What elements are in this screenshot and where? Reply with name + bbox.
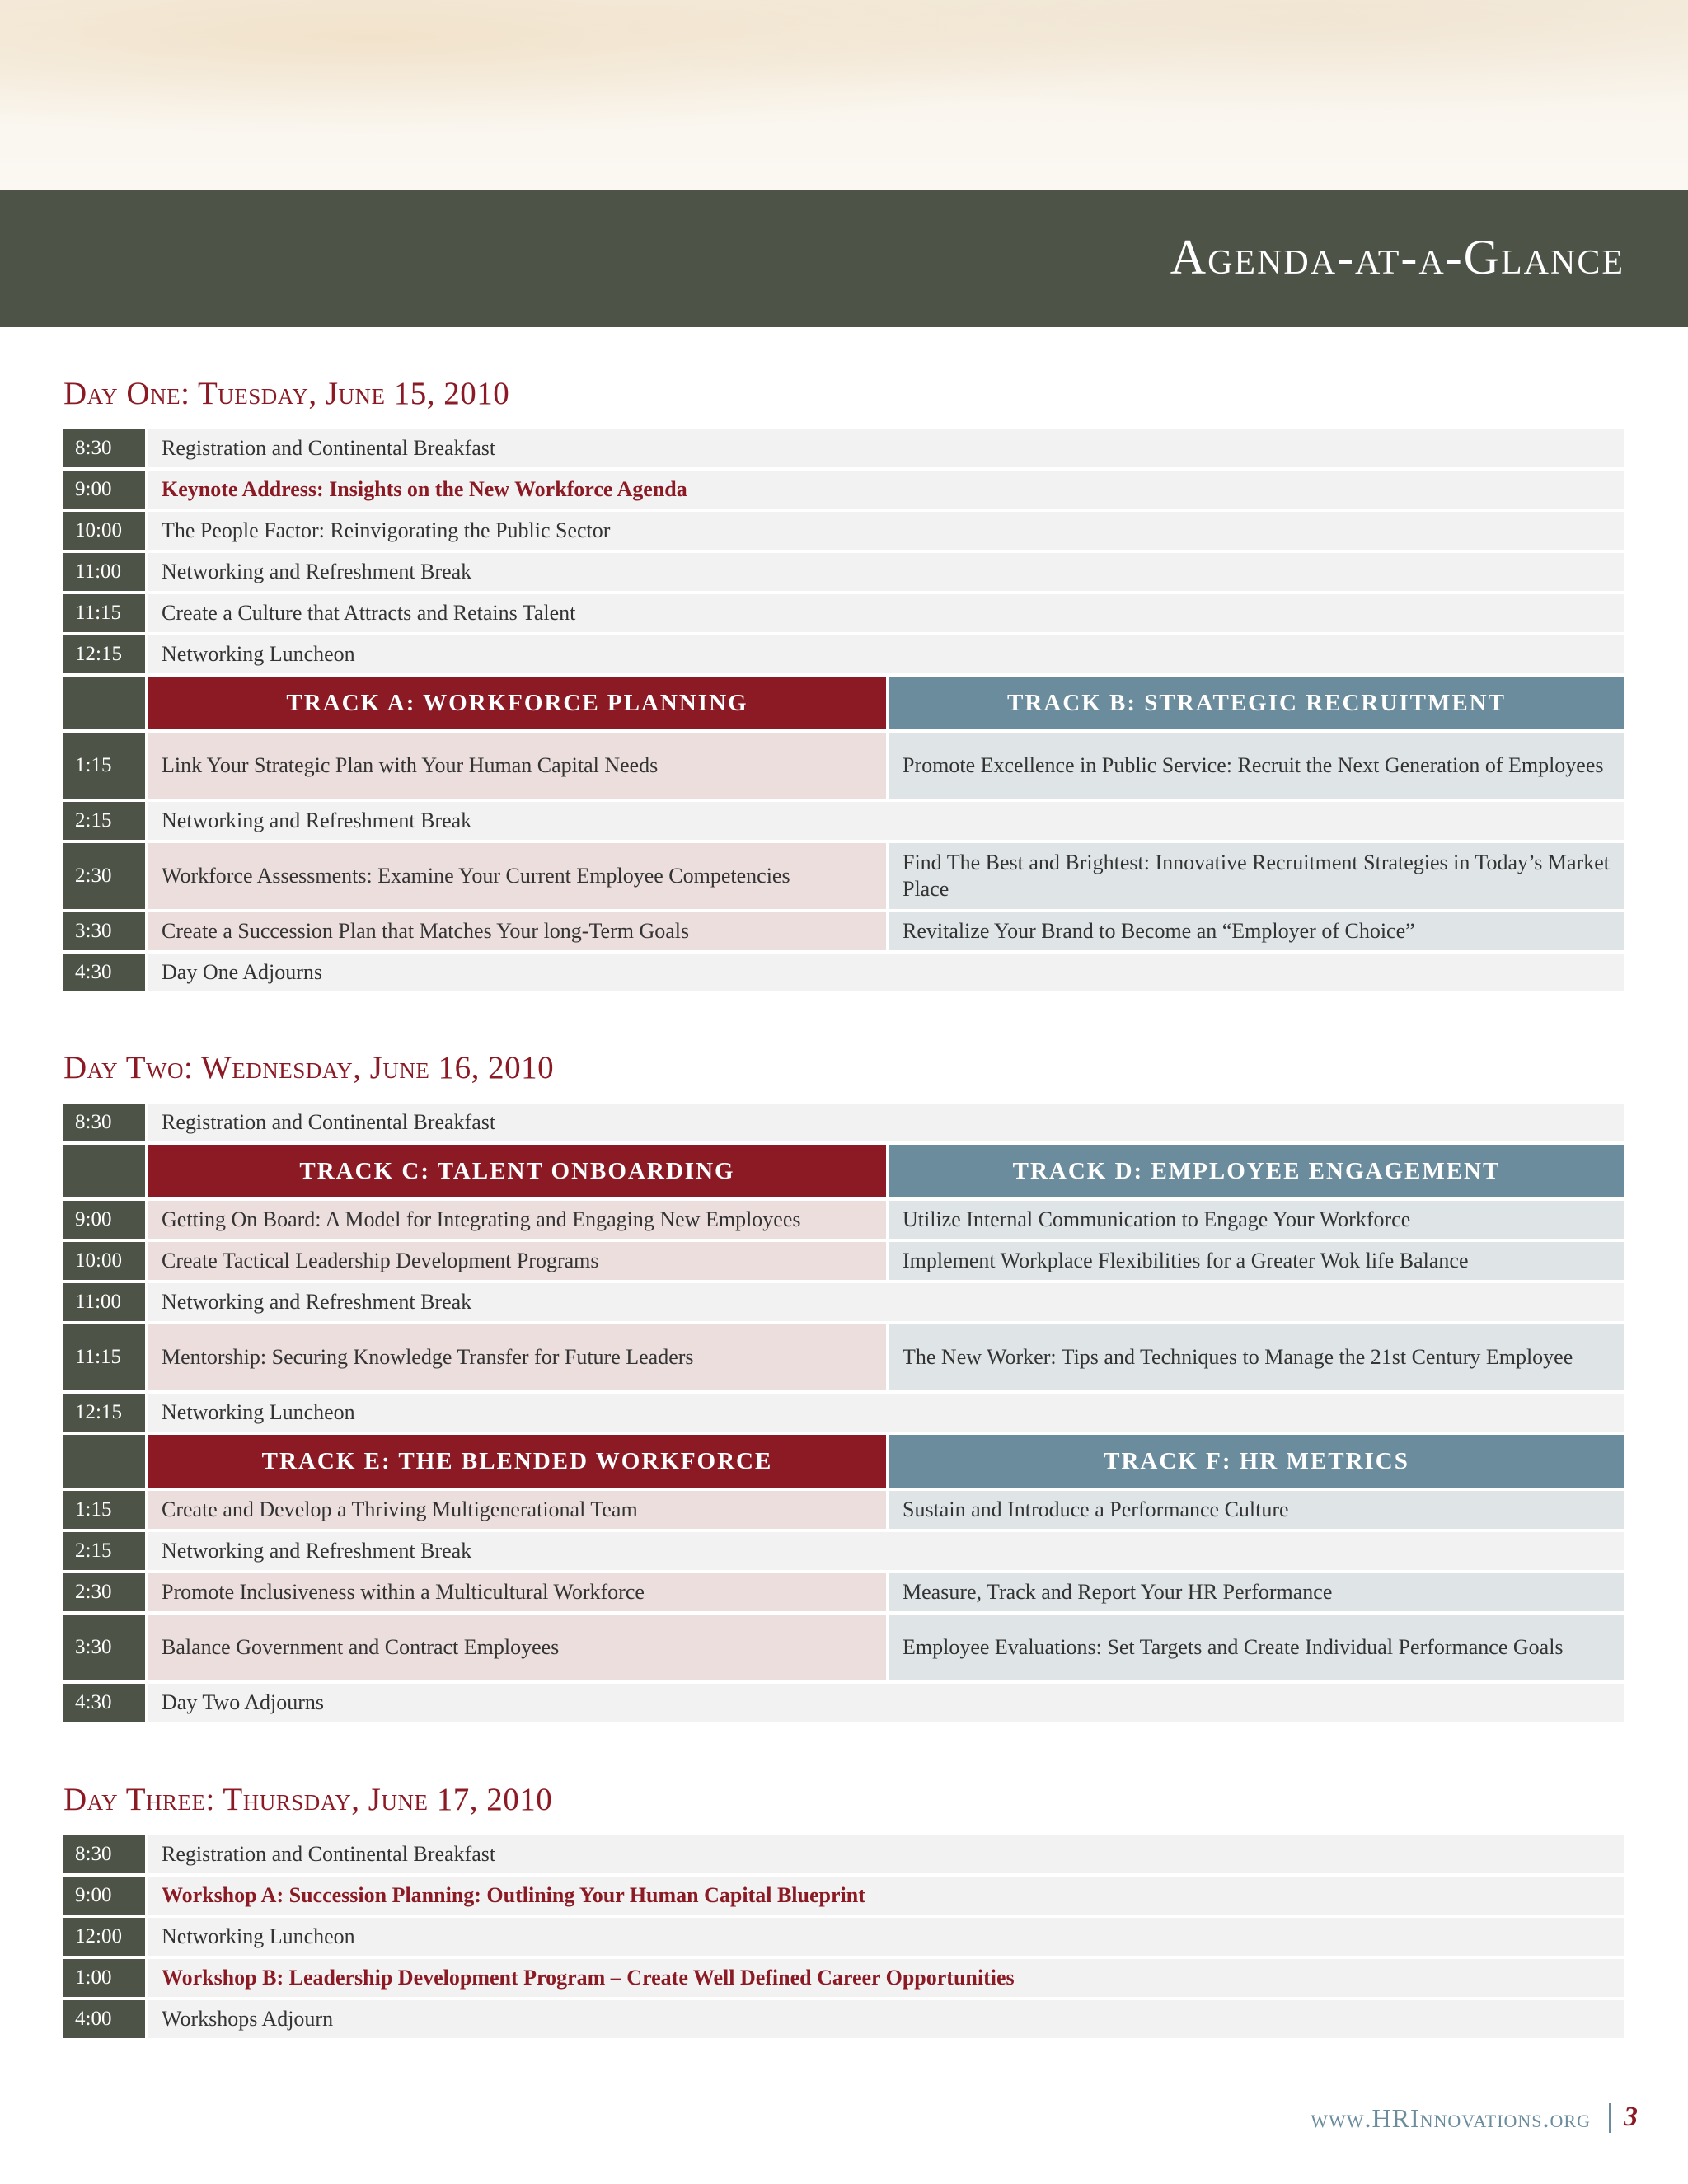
time-cell: 4:30 (63, 1684, 145, 1722)
time-cell: 4:00 (63, 2000, 145, 2038)
track-d-session: Implement Workplace Flexibilities for a Greater Wok life Balance (889, 1242, 1624, 1280)
session-cell: Registration and Continental Breakfast (148, 1104, 1624, 1141)
track-header-row (63, 1145, 1624, 1197)
track-f-session: Sustain and Introduce a Performance Culture (889, 1491, 1624, 1529)
schedule-row (63, 1959, 1624, 1997)
session-cell: Networking and Refreshment Break (148, 1532, 1624, 1570)
session-cell: Networking and Refreshment Break (148, 1283, 1624, 1321)
header-photo-glow (0, 0, 1688, 190)
page-number: 3 (1624, 2102, 1638, 2132)
track-f-session: Employee Evaluations: Set Targets and Create Individual Performance Goals (889, 1615, 1624, 1680)
schedule-row (63, 802, 1624, 840)
schedule-row (63, 553, 1624, 591)
track-row (63, 1324, 1624, 1390)
page-title: Agenda-at-a-Glance (1170, 230, 1625, 284)
schedule-row (63, 471, 1624, 509)
time-cell: 10:00 (63, 1242, 145, 1280)
keynote-session-cell: Keynote Address: Insights on the New Workforce Agenda (148, 471, 1624, 509)
session-cell: Networking Luncheon (148, 1918, 1624, 1956)
session-cell: Workshops Adjourn (148, 2000, 1624, 2038)
schedule-row (63, 1104, 1624, 1141)
track-b-session: Revitalize Your Brand to Become an “Employer of Choice” (889, 912, 1624, 950)
track-row (63, 1573, 1624, 1611)
track-header-row (63, 677, 1624, 729)
schedule-row (63, 635, 1624, 673)
time-cell: 11:15 (63, 594, 145, 632)
schedule-row (63, 512, 1624, 550)
track-header-row (63, 1435, 1624, 1488)
track-b-session: Find The Best and Brightest: Innovative Recruitment Strategies in Today’s Market Place (889, 843, 1624, 909)
time-cell: 9:00 (63, 1877, 145, 1915)
schedule-row (63, 594, 1624, 632)
track-a-session: Workforce Assessments: Examine Your Current Employee Competencies (148, 843, 886, 909)
track-e-session: Promote Inclusiveness within a Multicultural Workforce (148, 1573, 886, 1611)
schedule-row (63, 1835, 1624, 1873)
track-e-header: TRACK E: THE BLENDED WORKFORCE (148, 1435, 886, 1488)
session-cell: Networking Luncheon (148, 635, 1624, 673)
day-three-schedule (63, 1835, 1624, 2038)
schedule-row (63, 429, 1624, 467)
day-two-heading: Day Two: Wednesday, June 16, 2010 (63, 1050, 555, 1085)
track-a-session: Create a Succession Plan that Matches Your long-Term Goals (148, 912, 886, 950)
time-cell: 9:00 (63, 471, 145, 509)
time-cell: 1:15 (63, 1491, 145, 1529)
day-three-heading: Day Three: Thursday, June 17, 2010 (63, 1782, 553, 1817)
track-row (63, 1491, 1624, 1529)
track-f-header: TRACK F: HR METRICS (889, 1435, 1624, 1488)
time-cell: 8:30 (63, 429, 145, 467)
session-cell: Networking Luncheon (148, 1394, 1624, 1432)
schedule-row (63, 1394, 1624, 1432)
time-cell: 11:00 (63, 553, 145, 591)
track-row (63, 1201, 1624, 1239)
time-cell-empty (63, 1435, 145, 1488)
session-cell: The People Factor: Reinvigorating the Public Sector (148, 512, 1624, 550)
time-cell-empty (63, 677, 145, 729)
day-one-schedule (63, 429, 1624, 991)
time-cell: 2:30 (63, 843, 145, 909)
time-cell: 12:15 (63, 1394, 145, 1432)
track-d-session: The New Worker: Tips and Techniques to Manage the 21st Century Employee (889, 1324, 1624, 1390)
schedule-row (63, 1532, 1624, 1570)
time-cell: 11:00 (63, 1283, 145, 1321)
time-cell: 1:15 (63, 733, 145, 799)
track-row (63, 843, 1624, 909)
session-cell: Networking and Refreshment Break (148, 802, 1624, 840)
track-c-session: Getting On Board: A Model for Integrating and Engaging New Employees (148, 1201, 886, 1239)
time-cell: 12:00 (63, 1918, 145, 1956)
workshop-session-cell: Workshop A: Succession Planning: Outlining Your Human Capital Blueprint (148, 1877, 1624, 1915)
track-e-session: Balance Government and Contract Employees (148, 1615, 886, 1680)
day-one-heading: Day One: Tuesday, June 15, 2010 (63, 376, 510, 411)
session-cell: Networking and Refreshment Break (148, 553, 1624, 591)
time-cell: 12:15 (63, 635, 145, 673)
track-d-session: Utilize Internal Communication to Engage Your Workforce (889, 1201, 1624, 1239)
schedule-row (63, 2000, 1624, 2038)
session-cell: Day Two Adjourns (148, 1684, 1624, 1722)
track-b-session: Promote Excellence in Public Service: Recruit the Next Generation of Employees (889, 733, 1624, 799)
time-cell: 11:15 (63, 1324, 145, 1390)
time-cell: 8:30 (63, 1835, 145, 1873)
time-cell: 4:30 (63, 954, 145, 991)
schedule-row (63, 954, 1624, 991)
track-d-header: TRACK D: EMPLOYEE ENGAGEMENT (889, 1145, 1624, 1197)
session-cell: Day One Adjourns (148, 954, 1624, 991)
track-a-header: TRACK A: WORKFORCE PLANNING (148, 677, 886, 729)
track-c-session: Mentorship: Securing Knowledge Transfer for Future Leaders (148, 1324, 886, 1390)
schedule-row (63, 1918, 1624, 1956)
time-cell-empty (63, 1145, 145, 1197)
session-cell: Create a Culture that Attracts and Retains Talent (148, 594, 1624, 632)
day-two-schedule (63, 1104, 1624, 1722)
footer-url[interactable]: www.HRInnovations.org (1311, 2103, 1591, 2133)
session-cell: Registration and Continental Breakfast (148, 429, 1624, 467)
time-cell: 2:30 (63, 1573, 145, 1611)
track-row (63, 733, 1624, 799)
time-cell: 1:00 (63, 1959, 145, 1997)
time-cell: 2:15 (63, 1532, 145, 1570)
track-e-session: Create and Develop a Thriving Multigenerational Team (148, 1491, 886, 1529)
track-row (63, 1242, 1624, 1280)
track-c-header: TRACK C: TALENT ONBOARDING (148, 1145, 886, 1197)
footer-divider (1609, 2103, 1611, 2133)
time-cell: 3:30 (63, 1615, 145, 1680)
time-cell: 10:00 (63, 512, 145, 550)
track-f-session: Measure, Track and Report Your HR Performance (889, 1573, 1624, 1611)
schedule-row (63, 1684, 1624, 1722)
time-cell: 9:00 (63, 1201, 145, 1239)
session-cell: Registration and Continental Breakfast (148, 1835, 1624, 1873)
time-cell: 8:30 (63, 1104, 145, 1141)
schedule-row (63, 1877, 1624, 1915)
track-b-header: TRACK B: STRATEGIC RECRUITMENT (889, 677, 1624, 729)
time-cell: 3:30 (63, 912, 145, 950)
track-a-session: Link Your Strategic Plan with Your Human Capital Needs (148, 733, 886, 799)
workshop-session-cell: Workshop B: Leadership Development Program – Create Well Defined Career Opportunities (148, 1959, 1624, 1997)
track-row (63, 912, 1624, 950)
schedule-row (63, 1283, 1624, 1321)
time-cell: 2:15 (63, 802, 145, 840)
track-c-session: Create Tactical Leadership Development Programs (148, 1242, 886, 1280)
track-row (63, 1615, 1624, 1680)
